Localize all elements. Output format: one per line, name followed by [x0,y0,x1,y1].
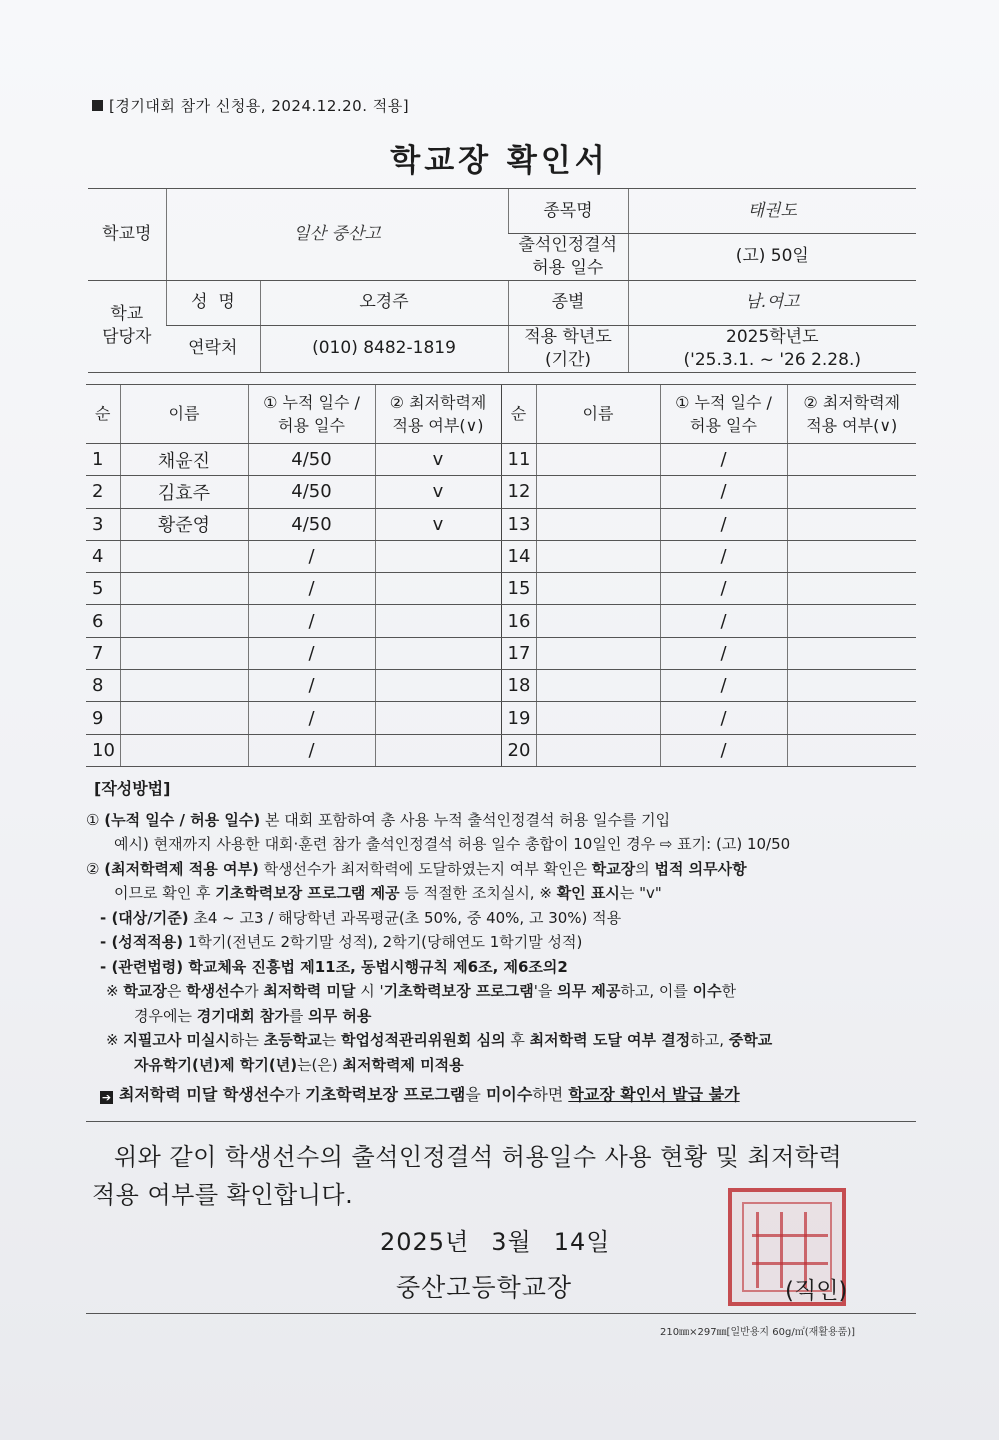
student-days: / [248,734,375,766]
year-label [508,325,628,372]
school-info-table [88,188,916,373]
instruction-2-line2-bold: 기초학력보장 프로그램 제공 [215,884,400,902]
row-number: 4 [86,540,120,572]
student-name: 김효주 [120,476,248,508]
student-check [787,508,916,540]
student-days: / [660,637,787,669]
student-check [375,702,501,734]
date-month: 3월 [491,1228,532,1256]
student-name [120,605,248,637]
note-1-text: 은 [166,982,187,1000]
student-check [375,670,501,702]
header-days-right [660,385,787,444]
student-name [536,605,660,637]
student-table [86,384,916,767]
gender-label: 종별 [508,280,628,325]
header-apply-line1: ② 최저학력제 [803,392,901,412]
student-days: / [660,702,787,734]
final-warning-text: 을 [465,1085,486,1104]
divider-bottom [86,1313,916,1314]
row-number: 9 [86,702,120,734]
student-days: / [248,637,375,669]
document-title: 학교장 확인서 [390,143,609,179]
instruction-1-example: 예시) 현재까지 사용한 대회·훈련 참가 출석인정결석 허용 일수 총합이 10일인 경우 ⇨ 표기: (고) 10/50 [114,835,791,853]
row-number: 1 [86,444,120,476]
instructions-heading: [작성방법] [94,779,171,798]
note-1-line2-bold: 의무 허용 [308,1006,372,1025]
criteria-grades-text: 1학기(전년도 2학기말 성적), 2학기(당해연도 1학기말 성적) [183,933,583,951]
header-no-left: 순 [86,385,120,444]
student-check [787,702,916,734]
row-number: 13 [501,508,536,540]
instruction-2-line2-text: 등 적절한 조치실시, ※ [399,884,557,902]
student-check [787,444,916,476]
year-value-line2: ('25.3.1. ~ '26 2.28.) [683,349,861,370]
allowed-days-label [508,234,628,281]
row-number: 15 [501,573,536,605]
student-name [120,637,248,669]
student-name [120,540,248,572]
student-name [120,702,248,734]
row-number: 10 [86,734,120,766]
header-apply-right [787,385,916,444]
note-1-bold: 최저학력 미달 [263,982,356,1000]
square-bullet-icon [92,100,103,111]
header-name-left: 이름 [120,385,248,444]
header-days-line2: 허용 일수 [690,416,757,435]
table-row [86,702,916,734]
student-name [536,637,660,669]
row-number: 7 [86,637,120,669]
final-warning-text: 가 [284,1085,306,1104]
manager-name-label: 성 명 [166,280,260,325]
student-check [787,476,916,508]
row-number: 19 [501,702,536,734]
final-warning [86,1083,916,1108]
note-2-text: 는 [321,1031,341,1049]
student-name [536,444,660,476]
student-days: / [248,702,375,734]
criteria-grades [86,930,916,955]
header-days-left [248,385,375,444]
table-row [86,540,916,572]
student-days: / [248,540,375,572]
row-number: 11 [501,444,536,476]
final-warning-text: 하면 [532,1085,569,1104]
allowed-days-label-line1: 출석인정결석 [518,235,618,255]
manager-label [88,280,166,372]
row-number: 14 [501,540,536,572]
contact-label: 연락처 [166,325,260,372]
form-label [92,95,409,116]
header-days-line1: ① 누적 일수 / [263,392,360,412]
note-1-bold: 기초학력보장 프로그램 [383,982,534,1000]
note-1-bold: 학교장 [123,982,167,1000]
note-2-line2-bold: 자유학기(년)제 학기(년) [134,1055,298,1074]
instruction-1 [86,808,916,833]
note-2-line2 [86,1053,916,1078]
student-days: 4/50 [248,444,375,476]
row-number: 8 [86,670,120,702]
criteria-target [86,906,916,931]
criteria-law-bold: - (관련법령) 학교체육 진흥법 제11조, 동법시행규칙 제6조, 제6조의2 [100,957,568,976]
final-warning-underlined: 학교장 확인서 발급 불가 [568,1085,740,1104]
note-2-mark: ※ [106,1031,124,1049]
table-row [86,734,916,766]
student-check [375,573,501,605]
final-warning-bold: 최저학력 미달 학생선수 [119,1085,285,1104]
criteria-grades-bold: - (성적적용) [100,933,184,951]
row-number: 18 [501,670,536,702]
student-name [536,573,660,605]
form-label-text: [경기대회 참가 신청용, 2024.12.20. 적용] [109,97,410,115]
header-apply-line2: 적용 여부(∨) [392,416,484,435]
instruction-1-number: ① [86,810,100,829]
row-number: 6 [86,605,120,637]
table-row [86,670,916,702]
table-row [86,637,916,669]
divider-top [86,1121,916,1122]
instruction-2-number: ② [86,859,100,878]
student-check [375,540,501,572]
student-check [787,573,916,605]
sport-value: 태권도 [628,189,916,234]
student-name [536,702,660,734]
instructions-section [86,777,916,1108]
row-number: 2 [86,476,120,508]
note-2-bold: 지필고사 미실시 [123,1031,230,1049]
note-1-text: 하고, 이를 [620,982,693,1000]
date-year: 2025년 [380,1228,470,1256]
note-2-bold: 초등학교 [263,1031,322,1049]
sport-label: 종목명 [508,189,628,234]
final-warning-bold: 미이수 [485,1085,533,1104]
student-days: / [660,734,787,766]
allowed-days-label-line2: 허용 일수 [532,257,604,278]
instruction-2-line2-bold-mark: 확인 표시 [556,884,620,902]
note-1-line2 [86,1004,916,1029]
note-2-bold: 중학교 [728,1031,773,1049]
note-1-text: 한 [721,982,737,1000]
header-apply-line2: 적용 여부(∨) [806,416,898,435]
note-2-bold: 학업성적관리위원회 심의 [340,1031,506,1049]
student-days: / [660,476,787,508]
note-1 [86,979,916,1004]
instruction-2-bold-duty: 법적 의무사항 [654,859,747,878]
school-name-value: 일산 중산고 [166,189,508,281]
student-days: / [660,670,787,702]
note-1-bold: 의무 제공 [557,982,621,1000]
manager-label-line2: 담당자 [102,327,152,348]
student-days: / [660,573,787,605]
instruction-2-bold: (최저학력제 적용 여부) [104,859,259,878]
header-name-right: 이름 [536,385,660,444]
header-no-right: 순 [501,385,536,444]
note-1-mark: ※ [106,982,124,1000]
school-principal-name: 중산고등학교장 [396,1273,573,1302]
student-name [536,476,660,508]
row-number: 5 [86,573,120,605]
student-check [787,540,916,572]
student-days: / [248,605,375,637]
student-days: / [660,540,787,572]
instruction-2-text: 학생선수가 최저학력에 도달하였는지 여부 확인은 [258,859,592,878]
seal-label: (직인) [785,1278,848,1304]
manager-label-line1: 학교 [110,304,144,325]
school-name-label: 학교명 [88,189,166,281]
student-name [536,508,660,540]
table-row [86,605,916,637]
note-1-line2-text: 를 [288,1006,309,1025]
note-2-bold: 최저학력 도달 여부 결정 [529,1031,691,1049]
student-name [536,734,660,766]
note-1-text: 시 ' [355,982,384,1000]
student-days: / [660,444,787,476]
note-2-text: 하고, [690,1031,729,1049]
student-check [375,605,501,637]
student-name [536,540,660,572]
note-1-bold: 이수 [692,982,722,1000]
student-days: / [248,573,375,605]
table-row [86,476,916,508]
manager-name-value: 오경주 [260,280,508,325]
date-day: 14일 [553,1228,611,1256]
student-check [375,637,501,669]
student-name: 채윤진 [120,444,248,476]
note-1-text: '을 [533,982,558,1000]
confirmation-date [380,1222,632,1257]
header-apply-line1: ② 최저학력제 [389,392,487,412]
contact-value: (010) 8482-1819 [260,325,508,372]
student-check [787,605,916,637]
year-value [628,325,916,372]
note-1-line2-text: 경우에는 [134,1006,197,1025]
note-2-line2-bold: 최저학력제 미적용 [342,1055,464,1074]
student-check: v [375,508,501,540]
instruction-2-text: 의 [635,859,655,878]
header-days-line1: ① 누적 일수 / [675,392,772,412]
note-2-line2-text: 는(은) [297,1055,343,1074]
confirmation-line2: 적용 여부를 확인합니다. [92,1181,354,1209]
table-row [86,508,916,540]
row-number: 16 [501,605,536,637]
note-1-bold: 학생선수 [186,982,245,1000]
student-check [787,734,916,766]
student-days: / [248,670,375,702]
student-check [375,734,501,766]
note-1-text: 가 [244,982,264,1000]
student-name [120,573,248,605]
table-row [86,573,916,605]
paper-spec: 210㎜×297㎜[일반용지 60g/㎡(재활용품)] [660,1327,856,1338]
row-number: 17 [501,637,536,669]
student-days: 4/50 [248,476,375,508]
instruction-1-bold: (누적 일수 / 허용 일수) [104,810,261,829]
final-warning-bold: 기초학력보장 프로그램 [305,1085,466,1104]
student-name: 황준영 [120,508,248,540]
confirmation-line1: 위와 같이 학생선수의 출석인정결석 허용일수 사용 현황 및 최저학력 [114,1143,843,1171]
note-2-text: 후 [505,1031,530,1049]
note-2-text: 하는 [230,1031,264,1049]
student-check: v [375,476,501,508]
instruction-2-line2-text: 는 "v" [619,884,662,902]
note-1-line2-bold: 경기대회 참가 [196,1006,289,1025]
instruction-2-bold-principal: 학교장 [591,859,636,878]
allowed-days-value: (고) 50일 [628,234,916,281]
instruction-1-text: 본 대회 포함하여 총 사용 누적 출석인정결석 허용 일수를 기입 [260,810,671,829]
student-days: / [660,605,787,637]
student-check [787,670,916,702]
instruction-2 [86,857,916,882]
student-check: v [375,444,501,476]
student-days: / [660,508,787,540]
student-name [120,734,248,766]
header-apply-left [375,385,501,444]
instruction-2-line2 [86,881,916,906]
student-name [536,670,660,702]
student-name [120,670,248,702]
criteria-target-bold: - (대상/기준) [100,908,189,927]
header-days-line2: 허용 일수 [278,416,345,435]
gender-value: 남.여고 [628,280,916,325]
instruction-2-line2-text: 이므로 확인 후 [114,884,216,902]
year-label-line1: 적용 학년도 [524,326,612,347]
year-value-line1: 2025학년도 [726,326,819,347]
year-label-line2: (기간) [544,349,592,370]
criteria-target-text: 초4 ~ 고3 / 해당학년 과목평균(초 50%, 중 40%, 고 30%) 적용 [188,908,622,927]
note-2 [86,1028,916,1053]
table-row [86,444,916,476]
arrow-right-icon: ➔ [101,1091,112,1104]
row-number: 20 [501,734,536,766]
criteria-law [86,955,916,980]
row-number: 12 [501,476,536,508]
student-check [787,637,916,669]
row-number: 3 [86,508,120,540]
student-days: 4/50 [248,508,375,540]
